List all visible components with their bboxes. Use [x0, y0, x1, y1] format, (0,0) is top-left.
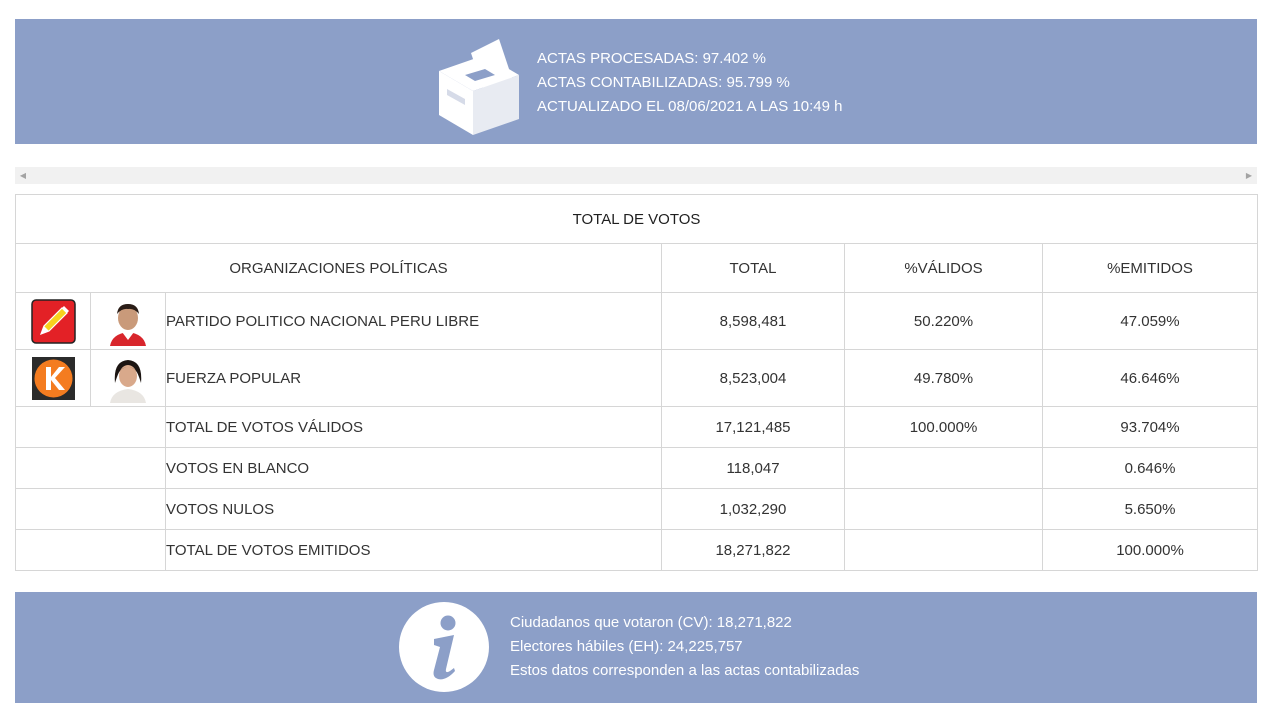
- candidate-photo: [102, 353, 154, 403]
- ciudadanos-votaron: Ciudadanos que votaron (CV): 18,271,822: [510, 614, 792, 631]
- empty-cell: [16, 448, 166, 489]
- info-text: [510, 611, 859, 683]
- party-validos: 50.220%: [845, 293, 1043, 350]
- column-header-organizaciones: ORGANIZACIONES POLÍTICAS: [16, 244, 662, 293]
- summary-banner: [15, 19, 1257, 144]
- total-label: VOTOS NULOS: [166, 489, 662, 530]
- total-value: 1,032,290: [662, 489, 845, 530]
- horizontal-scrollbar[interactable]: [15, 167, 1257, 184]
- pencil-logo-icon: [31, 299, 76, 344]
- candidate-photo-cell: [91, 293, 166, 350]
- candidate-photo: [102, 296, 154, 346]
- electores-habiles: Electores hábiles (EH): 24,225,757: [510, 638, 743, 655]
- table-title: TOTAL DE VOTOS: [16, 195, 1258, 244]
- total-label: TOTAL DE VOTOS VÁLIDOS: [166, 407, 662, 448]
- scroll-left-icon[interactable]: ◀: [19, 171, 27, 180]
- actas-procesadas: ACTAS PROCESADAS: 97.402 %: [537, 50, 766, 67]
- table-header-row: [16, 244, 1258, 293]
- table-row: [16, 293, 1258, 350]
- k-logo-icon: [31, 356, 76, 401]
- party-emitidos: 46.646%: [1043, 350, 1258, 407]
- total-validos: [845, 530, 1043, 571]
- party-name: FUERZA POPULAR: [166, 350, 662, 407]
- results-table: [15, 194, 1258, 571]
- column-header-validos: %VÁLIDOS: [845, 244, 1043, 293]
- table-row: [16, 350, 1258, 407]
- party-total: 8,523,004: [662, 350, 845, 407]
- party-name: PARTIDO POLITICO NACIONAL PERU LIBRE: [166, 293, 662, 350]
- empty-cell: [16, 407, 166, 448]
- party-total: 8,598,481: [662, 293, 845, 350]
- party-logo-cell: [16, 350, 91, 407]
- updated-timestamp: ACTUALIZADO EL 08/06/2021 A LAS 10:49 h: [537, 98, 843, 115]
- total-validos: 100.000%: [845, 407, 1043, 448]
- scroll-right-icon[interactable]: ▶: [1245, 171, 1253, 180]
- total-validos: [845, 489, 1043, 530]
- party-validos: 49.780%: [845, 350, 1043, 407]
- candidate-photo-cell: [91, 350, 166, 407]
- info-banner: [15, 592, 1257, 703]
- column-header-total: TOTAL: [662, 244, 845, 293]
- table-title-row: [16, 195, 1258, 244]
- total-emitidos: 5.650%: [1043, 489, 1258, 530]
- total-value: 118,047: [662, 448, 845, 489]
- table-row: [16, 489, 1258, 530]
- ballot-box-icon: [421, 29, 533, 137]
- info-icon: [398, 601, 490, 693]
- actas-contabilizadas: ACTAS CONTABILIZADAS: 95.799 %: [537, 74, 790, 91]
- total-label: TOTAL DE VOTOS EMITIDOS: [166, 530, 662, 571]
- data-note: Estos datos corresponden a las actas contabilizadas: [510, 662, 860, 679]
- total-emitidos: 100.000%: [1043, 530, 1258, 571]
- empty-cell: [16, 489, 166, 530]
- empty-cell: [16, 530, 166, 571]
- table-row: [16, 407, 1258, 448]
- total-value: 18,271,822: [662, 530, 845, 571]
- total-emitidos: 93.704%: [1043, 407, 1258, 448]
- party-emitidos: 47.059%: [1043, 293, 1258, 350]
- total-label: VOTOS EN BLANCO: [166, 448, 662, 489]
- total-validos: [845, 448, 1043, 489]
- party-logo-cell: [16, 293, 91, 350]
- total-emitidos: 0.646%: [1043, 448, 1258, 489]
- table-row: [16, 448, 1258, 489]
- total-value: 17,121,485: [662, 407, 845, 448]
- column-header-emitidos: %EMITIDOS: [1043, 244, 1258, 293]
- summary-stats: [537, 47, 842, 119]
- table-row: [16, 530, 1258, 571]
